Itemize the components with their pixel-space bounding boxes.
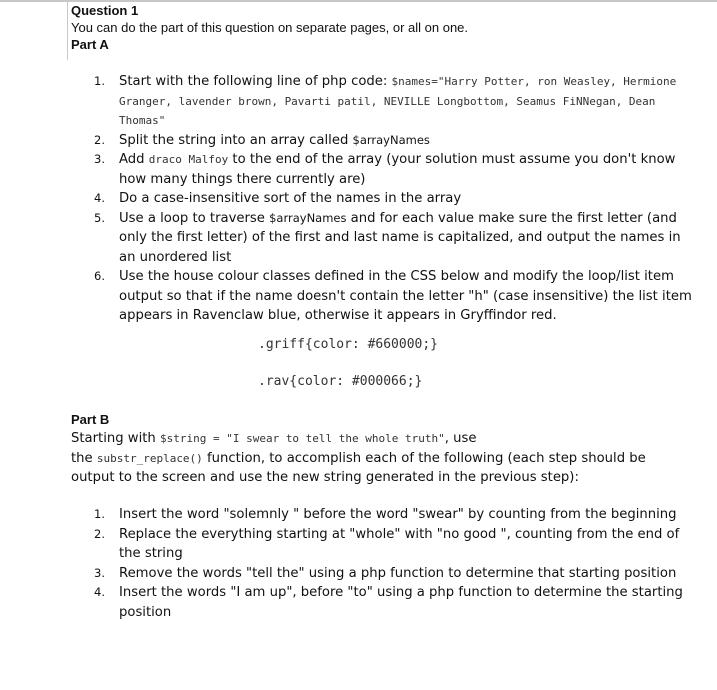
- list-item: 1. Start with the following line of php code: $names="Harry Potter, ron Weasley, Hermione Granger, lavender brown, Pavarti patil, NEVILLE Longbottom, Seamus FiNNegan, Dean Thomas": [94, 74, 677, 127]
- question-instructions: You can do the part of this question on separate pages, or all on one.: [71, 20, 469, 35]
- list-item: 2. Split the string into an array called $arrayNames: [94, 132, 430, 148]
- list-item: 4. Do a case-insensitive sort of the names in the array: [94, 191, 462, 206]
- list-item: 3. Add draco Malfoy to the end of the array (your solution must assume you don't know how many things there currently are): [94, 152, 676, 187]
- names-code: $names="Harry Potter, ron Weasley, Hermione Granger, lavender brown, Pavarti patil, NEVILLE Longbottom, Seamus FiNNegan, Dean Thomas": [119, 75, 677, 127]
- list-item: 2. Replace the everything starting at "whole" with "no good ", counting from the end of the string: [94, 526, 680, 561]
- list-item: 6. Use the house colour classes defined in the CSS below and modify the loop/list item output so that if the name doesn't contain the letter "h" (case insensitive) the list item appears in Ravenclaw blue, otherwise it appears in Gryffindor red.: [94, 269, 692, 323]
- part-b-heading: Part B: [71, 412, 110, 427]
- list-item: 1. Insert the word "solemnly " before the word "swear" by counting from the beginning: [94, 507, 677, 522]
- list-item: 5. Use a loop to traverse $arrayNames and for each value make sure the first letter (and only the first letter) of the first and last name is capitalized, and output the names in an unordered list: [94, 210, 681, 265]
- list-item: 3. Remove the words "tell the" using a php function to determine that starting position: [94, 565, 677, 581]
- page-top-border: [0, 0, 717, 2]
- part-a-heading: Part A: [71, 37, 109, 52]
- part-b-list: [72, 505, 697, 622]
- list-item: 4. Insert the words "I am up", before "to" using a php function to determine the starting position: [94, 585, 683, 620]
- css-griff-rule: .griff{color: #660000;}: [258, 337, 439, 352]
- part-a-list: [72, 72, 697, 326]
- part-b-intro: Starting with $string = "I swear to tell the whole truth", use the substr_replace() function, to accomplish each of the following (each step should be output to the screen and use the new string generated in the previous step):: [71, 431, 646, 485]
- page-left-border: [67, 0, 68, 60]
- css-rav-rule: .rav{color: #000066;}: [258, 374, 423, 389]
- question-title: Question 1: [71, 3, 139, 18]
